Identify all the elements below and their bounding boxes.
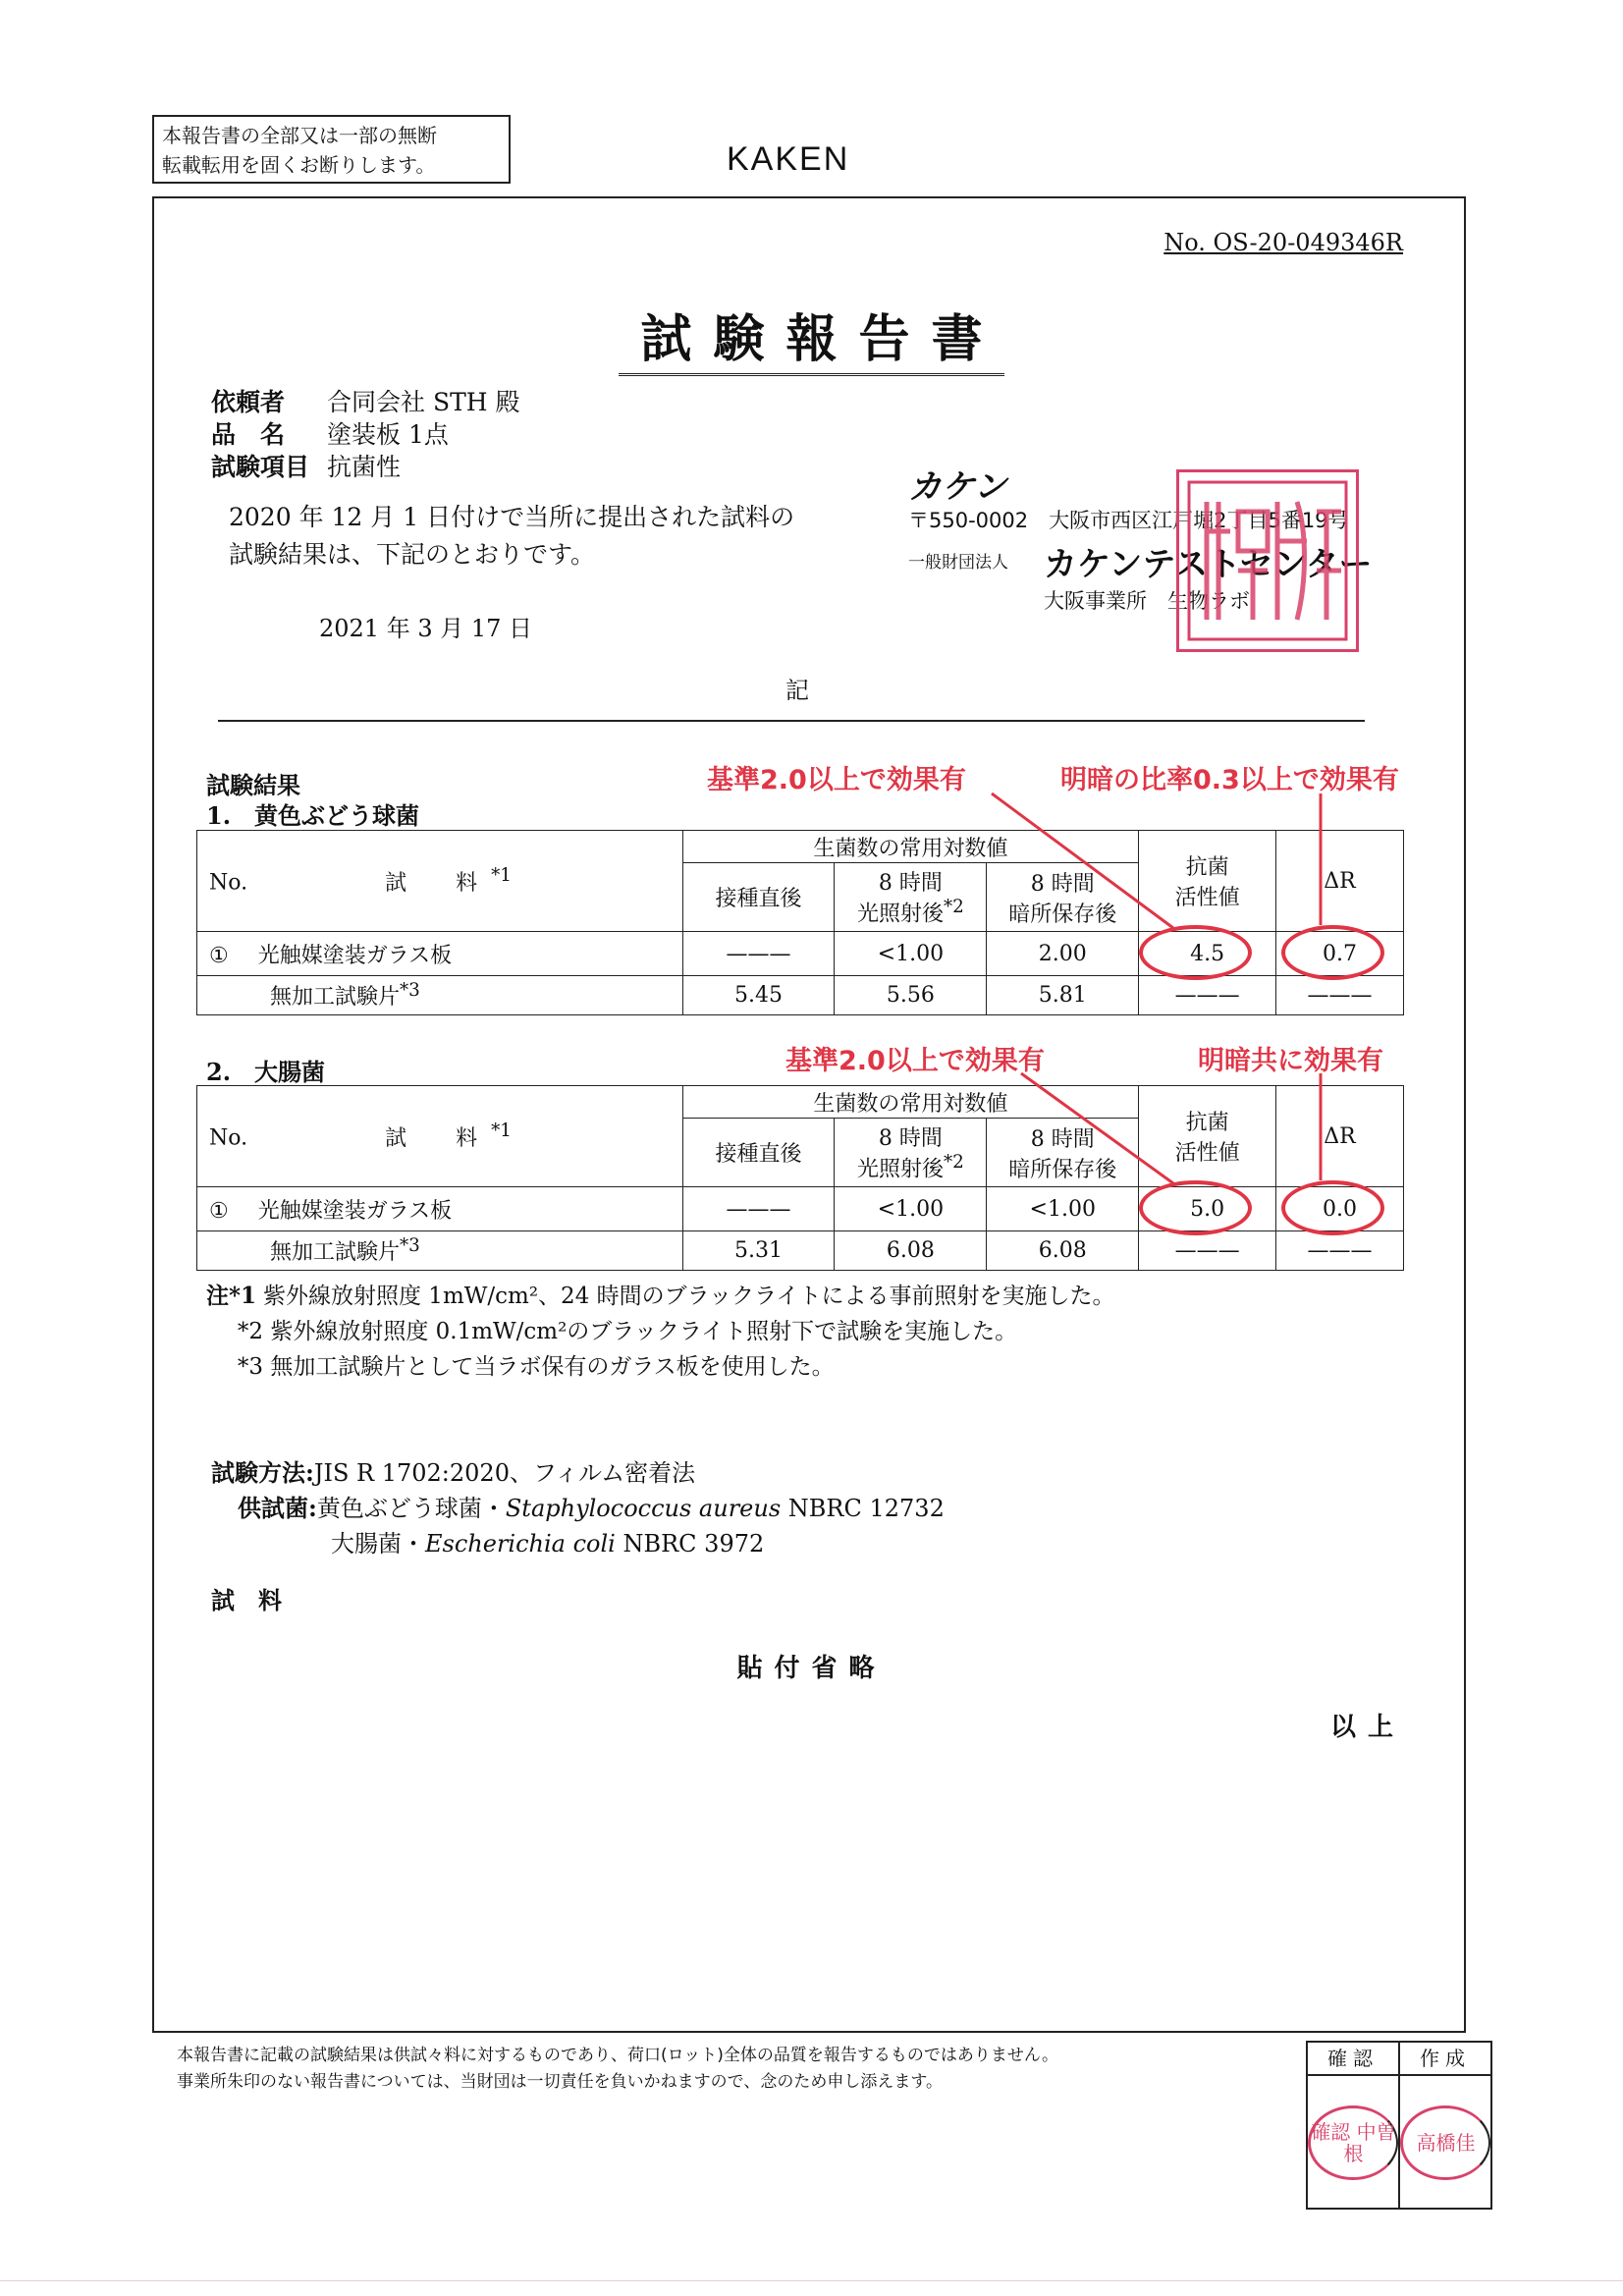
issuer-name: カケンテストセンター (1044, 545, 1373, 584)
delta-r-value-2: 0.0 (1276, 1187, 1404, 1231)
header-delta-r: ΔR (1276, 1086, 1404, 1187)
approval-confirm-label: 確認 (1308, 2043, 1400, 2074)
delta-r-value-1: 0.7 (1276, 932, 1404, 976)
table-row: 無加工試験片$^{*3}$ 5.45 5.56 5.81 ——— ——— (197, 976, 1404, 1015)
notice-line-1: 本報告書の全部又は一部の無断 (162, 124, 437, 147)
header-no-sample: No. 試 料$^{*1}$ (197, 831, 683, 932)
section-1-note-ratio: 明暗の比率0.3以上で効果有 (1060, 765, 1399, 795)
confirm-stamp: 確認 中曽根 (1308, 2105, 1398, 2180)
sample-omitted: 貼付省略 (736, 1654, 887, 1683)
header-light: 8 時間 光照射後$^{*2}$ (835, 863, 987, 932)
header-inoculation: 接種直後 (682, 863, 835, 932)
header-group: 生菌数の常用対数値 (682, 1086, 1139, 1119)
intro-text: 2020 年 12 月 1 日付けで当所に提出された試料の 試験結果は、下記のとおりです。 (229, 503, 795, 569)
ki-mark: 記 (785, 677, 809, 704)
header-delta-r: ΔR (1276, 831, 1404, 932)
sample-heading: 試 料 (211, 1586, 282, 1614)
footer-disclaimer: 本報告書に記載の試験結果は供試々料に対するものであり、荷口(ロット)全体の品質を報告するものではありません。 事業所朱印のない報告書については、当財団は一切責任を負いかねますので、念のため申し添えます。 (177, 2046, 1058, 2092)
section-1-note-criterion: 基準2.0以上で効果有 (707, 765, 966, 795)
issuer-address: 〒550-0002 大阪市西区江戸堀2丁目5番19号 (908, 509, 1349, 532)
issue-date: 2021 年 3 月 17 日 (319, 615, 533, 642)
approval-create-label: 作成 (1420, 2047, 1471, 2070)
table-row: ① 光触媒塗装ガラス板 ——— <1.00 2.00 4.5 0.7 (197, 932, 1404, 976)
header-inoculation: 接種直後 (682, 1119, 835, 1187)
footnotes: 注*1 紫外線放射照度 1mW/cm²、24 時間のブラックライトによる事前照射を実施した。 *2 紫外線放射照度 0.1mW/cm²のブラックライト照射下で試験を実施した。 *3 無加工試験片として当ラボ保有のガラス板を使用した。 (206, 1283, 1115, 1380)
meta-item: 品 名 塗装板 1点 (211, 420, 449, 449)
activity-value-1: 4.5 (1139, 932, 1276, 976)
test-method: 試験方法:JIS R 1702:2020、フィルム密着法 供試菌:黄色ぶどう球菌・Staphylococcus aureus NBRC 12732 大腸菌・Escherichia coli NBRC 3972 (211, 1458, 945, 1558)
section-2-title: 2. 大腸菌 (206, 1058, 326, 1086)
results-heading: 試験結果 (206, 771, 300, 799)
issuer-mark: カケン (908, 467, 1007, 507)
page-edge-line (0, 2280, 1623, 2281)
table-row: ① 光触媒塗装ガラス板 ——— <1.00 <1.00 5.0 0.0 (197, 1187, 1404, 1231)
activity-value-2: 5.0 (1139, 1187, 1276, 1231)
author-stamp: 高橋佳 (1400, 2105, 1490, 2180)
document-number: No. OS-20-049346R (1163, 229, 1403, 256)
header-activity: 抗菌 活性値 (1139, 831, 1276, 932)
end-mark: 以上 (1330, 1713, 1406, 1742)
table-row: 無加工試験片$^{*3}$ 5.31 6.08 6.08 ——— ——— (197, 1231, 1404, 1271)
notice-line-2: 転載転用を固くお断りします。 (162, 153, 436, 177)
header-no-sample: No. 試 料$^{*1}$ (197, 1086, 683, 1187)
header-dark: 8 時間 暗所保存後 (987, 863, 1139, 932)
section-2-note-ratio: 明暗共に効果有 (1198, 1046, 1383, 1076)
kaken-logo: KAKEN (727, 140, 850, 178)
issuer-prefix: 一般財団法人 (908, 553, 1008, 573)
header-light: 8 時間 光照射後$^{*2}$ (835, 1119, 987, 1187)
approval-box (1306, 2041, 1492, 2210)
section-1-title: 1. 黄色ぶどう球菌 (206, 801, 420, 830)
meta-test: 試験項目 抗菌性 (211, 453, 402, 481)
header-activity: 抗菌 活性値 (1139, 1086, 1276, 1187)
header-group: 生菌数の常用対数値 (682, 831, 1139, 863)
issuer-office: 大阪事業所 生物ラボ (1044, 589, 1250, 613)
meta-client: 依頼者 合同会社 STH 殿 (211, 388, 520, 416)
section-2-note-criterion: 基準2.0以上で効果有 (785, 1046, 1045, 1076)
page-title: 試験報告書 (0, 298, 1623, 371)
header-dark: 8 時間 暗所保存後 (987, 1119, 1139, 1187)
